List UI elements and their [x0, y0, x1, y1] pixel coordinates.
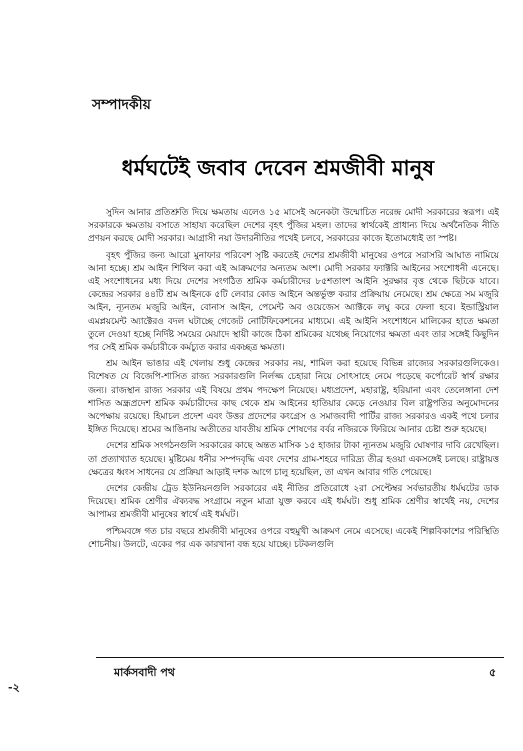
margin-mark: -২: [8, 681, 20, 694]
paragraph: সুদিন আনার প্রতিশ্রুতি দিয়ে ক্ষমতায় এলেও ১৫ মাসেই অনেকটা উন্মোচিত নরেন্দ্র মোদী সরকারের স্বরূপ। এই সরকারকে ক্ষমতায় বসাতে সাহায্য করেছিল দেশের বৃহৎ পুঁজির মহল। তাদের স্বার্থকেই প্রাধান্য দিয়ে অর্থনৈতিক নীতি প্রণয়ন করছে মোদী সরকার। আগ্রাসী নয়া উদারনীতির পথেই চলবে, সরকারের কাজে ইতোমধ্যেই তা স্পষ্ট।: [88, 208, 499, 245]
section-label: সম্পাদকীয়: [92, 97, 151, 113]
footer-divider: [96, 657, 504, 658]
paragraph: দেশের কেন্দ্রীয় ট্রেড ইউনিয়নগুলি সরকারের এই নীতির প্রতিরোধে ২রা সেপ্টেম্বর সর্বভারতীয় ধর্মঘটের ডাক দিয়েছে। শ্রমিক শ্রেণীর ঐক্যবদ্ধ সংগ্রামে নতুন মাত্রা যুক্ত করবে এই ধর্মঘট। শুধু শ্রমিক শ্রেণীর স্বার্থেই নয়, দেশের আপামর শ্রমজীবী মানুষের স্বার্থে এই ধর্মঘট।: [88, 484, 499, 521]
paragraph: বৃহৎ পুঁজির জন্য আরো মুনাফার পরিবেশ সৃষ্টি করতেই দেশের শ্রমজীবী মানুষের ওপরে সরাসরি আঘাত নামিয়ে আনা হচ্ছে। শ্রম আইন শিথিল করা এই আক্রমণের অন্যতম অংশ। মোদী সরকার ফ্যাক্টরি আইনের সংশোধনী এনেছে। এই সংশোধনের মধ্য দিয়ে দেশের সংগঠিত শ্রমিক কর্মচারীদের ৮৫শতাংশ আইনি সুরক্ষার বৃত্ত থেকে ছিটকে যাবে। কেন্দ্রের সরকার ৪৪টি শ্রম আইনকে ৫টি লেবার কোড আইনে অন্তর্ভুক্ত করার প্রক্রিয়ায় নেমেছে। শ্রম ক্ষেত্রে সম মজুরি আইন, ন্যূনতম মজুরি আইন, বোনাস আইন, পেমেন্ট অব ওয়েজেস অ্যাক্টকে লঘু করে ফেলা হবে। ইন্ডাস্ট্রিয়াল এমপ্লয়মেন্ট অ্যাক্টেরও বদল ঘটাচ্ছে গেজেট নোটিফিকেশনের মাধ্যমে। এই আইনি সংশোধনে মালিকের হাতে ক্ষমতা তুলে দেওয়া হচ্ছে নির্দিষ্ট সময়ের মেয়াদে স্থায়ী কাজে ঠিকা শ্রমিকের যথেচ্ছ নিয়োগের ক্ষমতা এবং তার সঙ্গেই কিছুদিন পর সেই শ্রমিক কর্মচারীকে কর্মচ্যুত করার একচ্ছত্র ক্ষমতা।: [88, 250, 499, 354]
page-number: ৫: [489, 666, 497, 679]
journal-name: মার্কসবাদী পথ: [114, 666, 175, 679]
paragraph: পশ্চিমবঙ্গে গত চার বছরে শ্রমজীবী মানুষের ওপরে বহুমুখী আক্রমণ নেমে এসেছে। একেই শিল্পবিকাশের পরিস্থিতি শোচনীয়। উলটে, একের পর এক কারখানা বন্ধ হয়ে যাচ্ছে। চটকলগুলি: [88, 526, 499, 550]
paragraph: দেশের শ্রমিক সংগঠনগুলি সরকারের কাছে অন্তত মাসিক ১৫ হাজার টাকা ন্যূনতম মজুরি ঘোষণার দাবি রেখেছিল। তা প্রত্যাখ্যাত হয়েছে। মুষ্টিমেয় ধনীর সম্পদবৃদ্ধি এবং দেশের গ্রাম-শহরে দারিদ্র্য তীব্র হওয়া একসঙ্গেই চলছে। রাষ্ট্রায়ত্ত ক্ষেত্রের ধ্বংস সাধনের যে প্রক্রিয়া আড়াই দশক আগে চালু হয়েছিল, তা এখন আবার গতি পেয়েছে।: [88, 441, 499, 478]
paragraph: শ্রম আইন ভাঙার এই খেলায় শুধু কেন্দ্রের সরকার নয়, শামিল করা হয়েছে বিভিন্ন রাজ্যের সরকারগুলিকেও। বিশেষত যে বিজেপি-শাসিত রাজ্য সরকারগুলি নির্লজ্জ চেহারা নিয়ে সোৎসাহে নেমে পড়েছে কর্পোরেট স্বার্থ রক্ষার জন্য। রাজস্থান রাজ্য সরকার এই বিষয়ে প্রথম পদক্ষেপ নিয়েছে। মধ্যপ্রদেশ, মহারাষ্ট্র, হরিয়ানা এবং তেলেঙ্গানা দেশ শাসিত অন্ধ্রপ্রদেশ শ্রমিক কর্মচারীদের কাছ থেকে শ্রম আইনের হাতিয়ার কেড়ে নেওয়ার বিল রাষ্ট্রপতির অনুমোদনের অপেক্ষায় রয়েছে। হিমাচল প্রদেশ এবং উত্তর প্রদেশের কংগ্রেস ও সমাজবাদী পার্টির রাজ্য সরকারও একই পথে চলার ইঙ্গিত দিয়েছে। শ্রমের আঙিনায় অতীতের যাবতীয় শ্রমিক শোষণের বর্বর নজিরকে ফিরিয়ে আনার চেষ্টা শুরু হয়েছে।: [88, 359, 499, 436]
article-body: [88, 207, 499, 655]
headline: ধর্মঘটেই জবাব দেবেন শ্রমজীবী মানুষ: [121, 156, 435, 180]
